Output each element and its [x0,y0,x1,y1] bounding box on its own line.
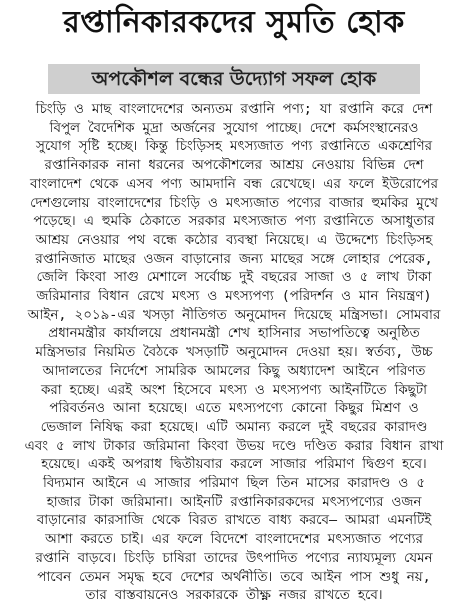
body-line: ভেজাল নিষিদ্ধ করা হয়েছে। এটি অমান্য করলে দুই বছরের কারাদণ্ড [40,419,428,435]
body-line: রপ্তানিকারক নানা ধরনের অপকৌশলের আশ্রয় নেওয়ায় বিভিন্ন দেশ [44,158,424,174]
body-line: মন্ত্রিসভার নিয়মিত বৈঠকে খসড়াটি অনুমোদন দেওয়া হয়। স্বর্তব্য, উচ্চ [35,345,433,361]
body-line: করা হচ্ছে। এরই অংশ হিসেবে মৎস্য ও মৎস্যপণ্য আইনটিতে কিছুটা [41,382,427,398]
body-line: আশ্রয় নেওয়ার পথ বন্ধে কঠোর ব্যবস্থা নিয়েছে। এ উদ্দেশ্যে চিংড়িসহ [35,232,433,248]
body-line: পাবেন তেমন সমৃদ্ধ হবে দেশের অর্থনীতি। তবে আইন পাস শুধু নয়, [37,569,431,585]
body-line: আদালতের নির্দেশে সামরিক আমলের কিছু অধ্যাদেশ আইনে পরিণত [42,363,426,379]
body-line: বিদ্যমান আইনে এ সাজার পরিমাণ ছিল তিন মাসের কারাদণ্ড ও ৫ [42,476,426,492]
body-line: বাংলাদেশ থেকে এসব পণ্য আমদানি বন্ধ রেখেছে। এর ফলে ইউরোপের [30,176,438,192]
subheadline-banner: অপকৌশল বন্ধের উদ্যোগ সফল হোক [48,64,420,94]
headline: রপ্তানিকারকদের সুমতি হোক [63,5,405,40]
body-line: সুযোগ সৃষ্টি হচ্ছে। কিন্তু চিংড়িসহ মৎস্যজাত পণ্য রপ্তানিতে একশ্রেণির [36,139,432,155]
body-line: হাজার টাকা জরিমানা। আইনটি রপ্তানিকারকদের মৎস্যপণ্যের ওজন [46,494,422,510]
body-line: বিপুল বৈদেশিক মুদ্রা অর্জনের সুযোগ পাচ্ছে। দেশে কর্মসংস্থানেরও [49,120,419,136]
body-line: প্রধানমন্ত্রীর কার্যালয়ে প্রধানমন্ত্রী শেখ হাসিনার সভাপতিত্বে অনুষ্ঠিত [48,326,420,342]
body-line: পরিবর্তনও আনা হয়েছে। এতে মৎস্যপণ্যে কোনো কিছুর মিশ্রণ ও [49,401,419,417]
body-line: চিংড়ি ও মাছ বাংলাদেশের অন্যতম রপ্তানি পণ্য; যা রপ্তানি করে দেশ [35,102,433,117]
body-line: দেশগুলোয় বাংলাদেশের চিংড়ি ও মৎস্যজাত পণ্যের বাজার হুমকির মুখে [30,195,438,211]
body-line: তার বাস্তবায়নেও সরকারকে তীক্ষ্ণ নজর রাখতে হবে। [85,588,383,604]
body-line: জেলি কিংবা সাগু মেশালে সর্বোচ্চ দুই বছরের সাজা ও ৫ লাখ টাকা [36,270,432,286]
article-body [9,101,459,606]
body-line: আশা করতে চাই। এর ফলে বিদেশে বাংলাদেশের মৎস্যজাত পণ্যের [45,532,423,548]
body-line: হয়েছে। একই অপরাধ দ্বিতীয়বার করলে সাজার পরিমাণ দ্বিগুণ হবে। [41,457,427,473]
body-line: পড়েছে। এ হুমকি ঠেকাতে সরকার মৎস্যজাত পণ্য রপ্তানিতে অসাধুতার [33,214,435,230]
body-line: জরিমানার বিধান রেখে মৎস্য ও মৎস্যপণ্য (পরিদর্শন ও মান নিয়ন্ত্রণ) [36,289,432,305]
body-line: রপ্তানিজাত মাছের ওজন বাড়ানোর জন্য মাছের সঙ্গে লোহার পেরেক, [35,251,433,267]
body-line: রপ্তানি বাড়বে। চিংড়ি চাষিরা তাদের উৎপাদিত পণ্যের ন্যায্যমূল্য যেমন [35,550,433,566]
body-line: এবং ৫ লাখ টাকার জরিমানা কিংবা উভয় দণ্ডে দণ্ডিত করার বিধান রাখা [24,438,444,454]
body-line: আইন, ২০১৯-এর খসড়া নীতিগত অনুমোদন দিয়েছে মন্ত্রিসভা। সোমবার [27,307,441,323]
body-line: বাড়ানোর কারসাজি থেকে বিরত রাখতে বাধ্য করবে– আমরা এমনটিই [36,513,432,529]
